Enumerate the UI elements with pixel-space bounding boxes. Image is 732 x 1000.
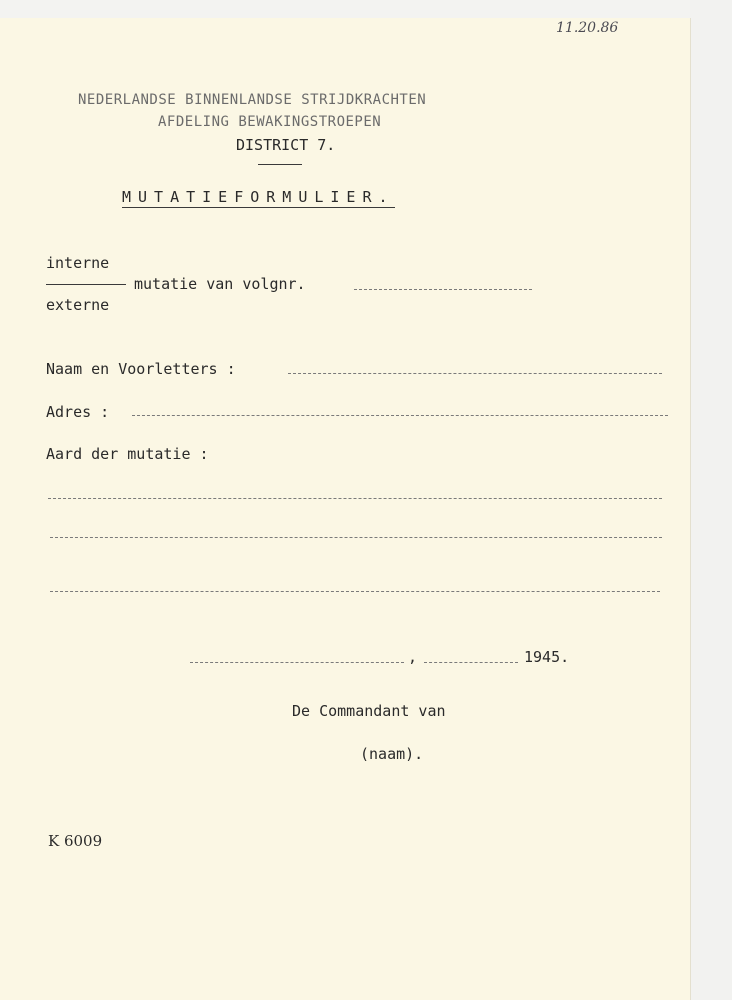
scan-top-edge bbox=[0, 0, 690, 18]
signature-line-2: (naam). bbox=[360, 745, 424, 763]
form-title: MUTATIEFORMULIER. bbox=[122, 188, 395, 206]
sequence-number-field[interactable] bbox=[354, 289, 532, 290]
address-field[interactable] bbox=[132, 415, 668, 416]
option-internal: interne bbox=[46, 254, 110, 272]
kind-label: Aard der mutatie : bbox=[46, 445, 209, 463]
signature-line-1: De Commandant van bbox=[292, 702, 446, 720]
kind-field-line-1[interactable] bbox=[48, 498, 662, 499]
kind-field-line-3[interactable] bbox=[50, 591, 660, 592]
form-code: K 6009 bbox=[48, 832, 103, 850]
header-divider bbox=[258, 164, 302, 165]
name-label: Naam en Voorletters : bbox=[46, 360, 236, 378]
form-sheet bbox=[0, 18, 691, 1000]
mutation-label: mutatie van volgnr. bbox=[134, 275, 306, 293]
archive-number: 11.20.86 bbox=[556, 20, 619, 36]
date-separator: , bbox=[408, 648, 418, 666]
date-field[interactable] bbox=[424, 662, 518, 663]
address-label: Adres : bbox=[46, 403, 110, 421]
option-external: externe bbox=[46, 296, 110, 314]
header-line-3: DISTRICT 7. bbox=[236, 136, 336, 154]
scan-right-edge bbox=[690, 0, 732, 1000]
header-line-2: AFDELING BEWAKINGSTROEPEN bbox=[158, 114, 382, 130]
name-field[interactable] bbox=[288, 373, 662, 374]
kind-field-line-2[interactable] bbox=[50, 537, 662, 538]
header-line-1: NEDERLANDSE BINNENLANDSE STRIJDKRACHTEN bbox=[78, 92, 427, 108]
option-divider bbox=[46, 284, 126, 285]
place-field[interactable] bbox=[190, 662, 404, 663]
year: 1945. bbox=[524, 648, 570, 666]
